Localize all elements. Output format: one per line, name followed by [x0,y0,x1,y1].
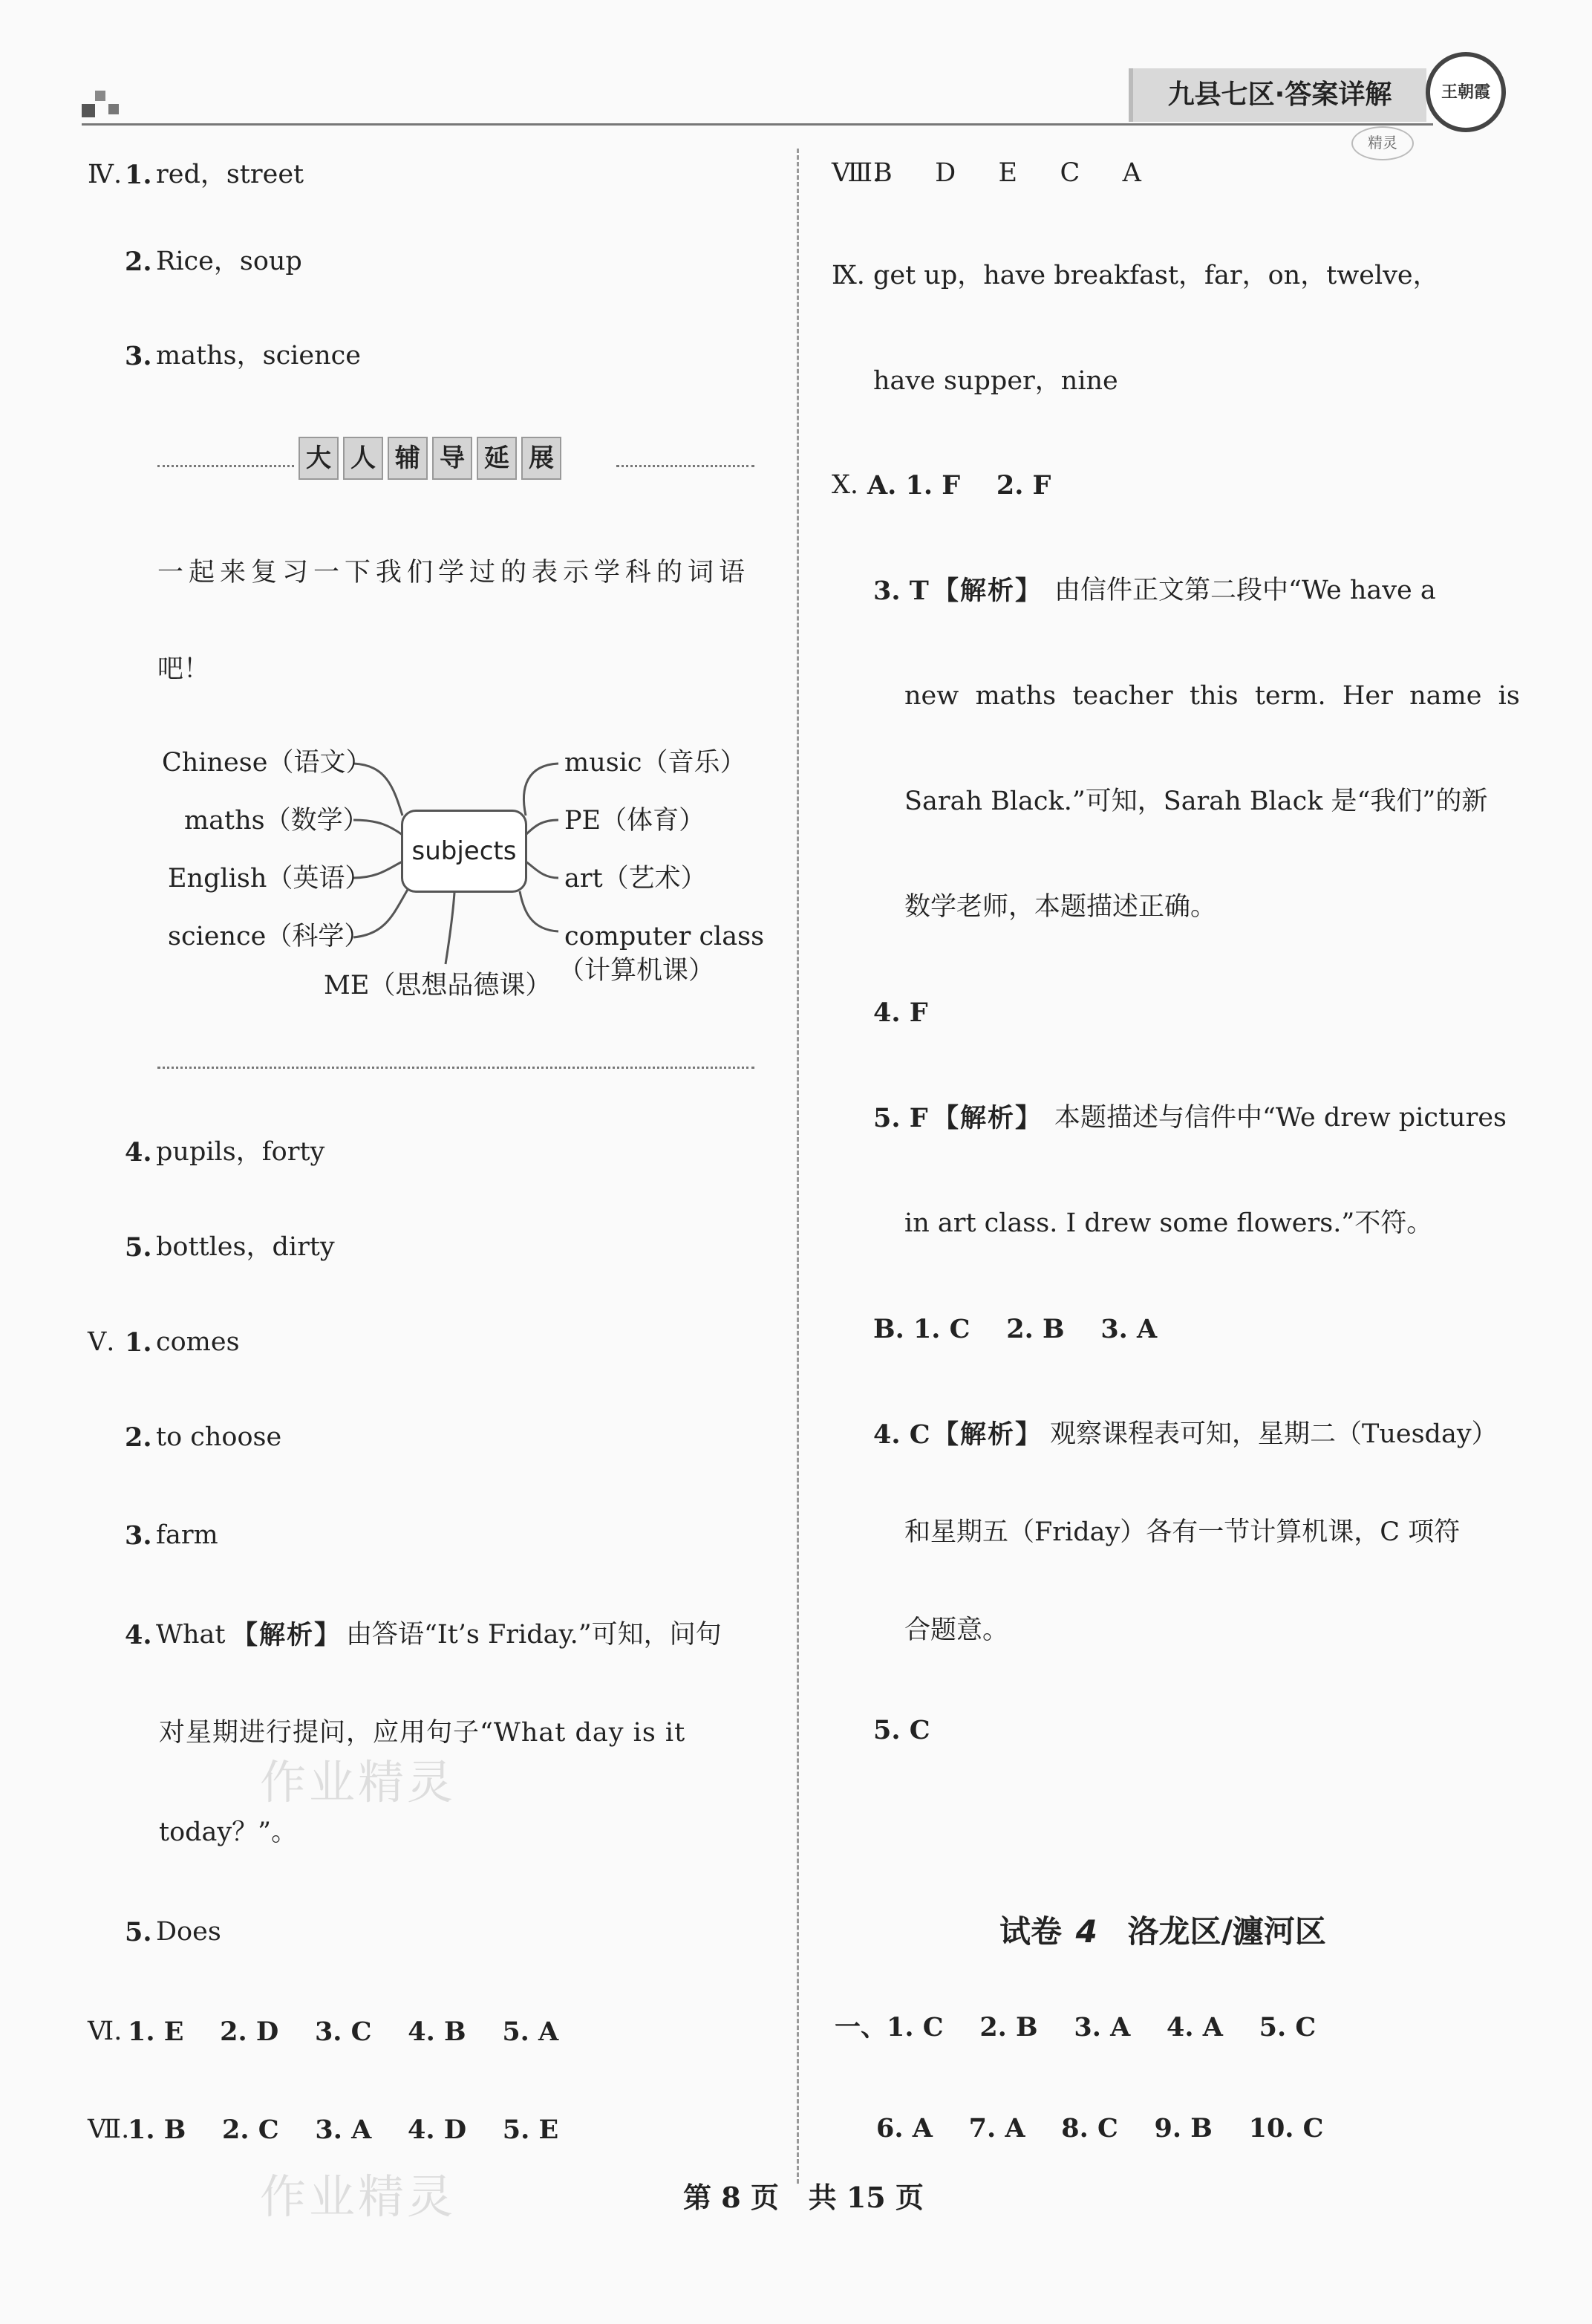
extension-intro: 吧！ [157,654,210,684]
answer-num: 2. [125,247,152,277]
answer-text: bottles，dirty [156,1232,335,1262]
section-x-label: Ⅹ. [832,470,859,500]
section-v-label: Ⅴ. [88,1327,115,1357]
section-ix-label: Ⅸ. [832,261,865,290]
answer-row: B D E C A [873,158,1146,188]
answer-row: 一、1. C 2. B 3. A 4. A 5. C [835,2012,1317,2043]
answer-row: 1. B 2. C 3. A 4. D 5. E [128,2115,559,2145]
analysis-tag: 【解析】 [933,1419,1043,1450]
answer-text: What [156,1620,226,1650]
analysis-text: 对星期进行提问，应用句子“What day is it [159,1718,686,1748]
mindmap-right-sub: （计算机课） [558,956,715,986]
answer-num: 3. [125,341,152,371]
answer-num: 5. C [873,1715,930,1745]
answer-num: 4. C [873,1419,930,1450]
mindmap-right-item: computer class [564,922,765,951]
answer-text: comes [156,1327,240,1357]
answer-num: 5. F [873,1103,928,1133]
answer-row: 1. E 2. D 3. C 4. B 5. A [128,2017,559,2047]
paper4-title-num: 4 [1075,1913,1097,1950]
answer-num: 4. [125,1137,152,1168]
analysis-text: today？”。 [159,1817,298,1847]
answer-num: 2. [125,1422,152,1453]
analysis-text: 本题描述与信件中“We drew pictures [1054,1103,1507,1133]
answer-row: A. 1. F 2. F [867,470,1051,501]
logo-sub: 精灵 [1351,126,1414,160]
watermark: 作业精灵 [260,2170,457,2224]
mindmap-right-item: music（音乐） [564,748,746,778]
extension-title-char: 延 [477,437,517,480]
analysis-tag: 【解析】 [232,1620,342,1650]
answer-text: red，street [156,160,304,189]
extension-title-char: 大 [298,437,339,480]
analysis-text: in art class. I drew some flowers.”不符。 [904,1208,1433,1238]
answer-num: 4. F [873,997,928,1028]
section-vii-label: Ⅶ. [88,2115,130,2144]
answer-text: pupils，forty [156,1137,325,1167]
answer-num: 1. [125,1327,152,1358]
section-viii-label: Ⅷ. [832,158,881,188]
answer-text: have supper，nine [873,366,1118,396]
mindmap-left-item: Chinese（语文） [162,748,372,778]
mindmap-bottom-item: ME（思想品德课） [324,971,552,1000]
answer-text: maths，science [156,341,361,371]
watermark: 作业精灵 [260,1755,457,1809]
paper4-title-rest: 洛龙区/瀍河区 [1127,1913,1326,1950]
page-number: 第 8 页 共 15 页 [683,2181,924,2214]
answer-text: get up，have breakfast，far，on，twelve， [873,261,1439,290]
answer-text: farm [156,1520,218,1550]
mindmap-left-item: maths（数学） [184,806,369,836]
extension-intro: 一起来复习一下我们学过的表示学科的词语 [157,558,751,587]
answer-num: 5. [125,1917,152,1947]
section-vi-label: Ⅵ. [88,2017,123,2046]
mindmap-left-item: science（科学） [168,922,371,951]
paper4-title-prefix: 试卷 [999,1913,1063,1950]
answer-num: 1. [125,160,152,190]
answer-row: 6. A 7. A 8. C 9. B 10. C [876,2113,1324,2144]
analysis-text: 观察课程表可知，星期二（Tuesday） [1050,1419,1498,1449]
extension-title-char: 导 [432,437,472,480]
analysis-text: 合题意。 [904,1615,1009,1645]
answer-num: 5. [125,1232,152,1263]
answer-num: 4. [125,1620,152,1650]
logo: 王朝霞 [1426,52,1506,132]
header-title: 九县七区·答案详解 [1129,68,1426,122]
analysis-tag: 【解析】 [933,1103,1043,1133]
extension-title-char: 辅 [388,437,428,480]
answer-num: 3. [125,1520,152,1551]
analysis-text: 数学老师，本题描述正确。 [904,892,1217,922]
analysis-text: 由答语“It’s Friday.”可知，问句 [346,1620,722,1650]
answer-text: Rice，soup [156,247,302,276]
answer-row: B. 1. C 2. B 3. A [873,1314,1158,1344]
extension-title-char: 人 [343,437,383,480]
analysis-text: 和星期五（Friday）各有一节计算机课，C 项符 [904,1517,1461,1547]
analysis-text: 由信件正文第二段中“We have a [1054,576,1436,605]
analysis-tag: 【解析】 [933,576,1043,606]
extension-bottom-rule [157,1067,754,1069]
answer-text: Does [156,1917,221,1947]
mindmap-left-item: English（英语） [168,864,371,894]
analysis-text: new maths teacher this term. Her name is [904,681,1520,711]
mindmap-right-item: art（艺术） [564,864,707,894]
analysis-text: Sarah Black.”可知，Sarah Black 是“我们”的新 [904,787,1488,816]
paper4-title [999,1907,1326,1952]
mindmap-right-item: PE（体育） [564,806,705,836]
mindmap-center: subjects [401,810,527,893]
answer-num: 3. T [873,576,929,606]
extension-title-char: 展 [521,437,561,480]
answer-text: to choose [156,1422,282,1452]
section-iv-label: Ⅳ. [88,160,123,189]
